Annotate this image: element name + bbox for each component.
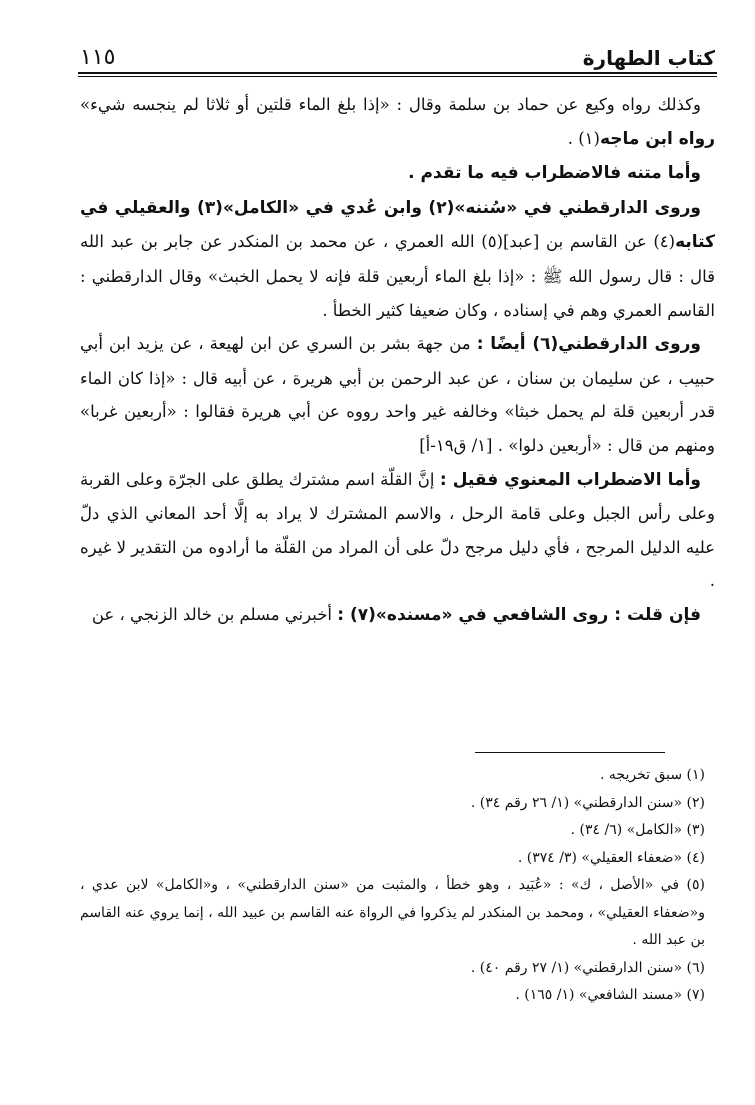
text-run: أخبرني مسلم بن خالد الزنجي ، عن [91, 604, 338, 624]
footnote: (٢) «سنن الدارقطني» (١/ ٢٦ رقم ٣٤) . [470, 794, 705, 811]
footnote-separator [475, 752, 665, 753]
paragraph-3 [80, 191, 715, 327]
bold-run: (٣) والعقيلي في كتابه [80, 197, 715, 253]
paragraph-2 [80, 156, 715, 191]
text-run: وكذلك رواه وكيع عن حماد بن سلمة وقال : «إذا بلغ الماء قلتين أو ثلاثا لم ينجسه شيء» [80, 95, 701, 114]
paragraph-5 [80, 463, 715, 598]
bold-run: رواه ابن ماجه [599, 128, 715, 149]
bold-run: (٦) أيضًا : [476, 334, 559, 355]
header-rule-thin [78, 76, 717, 77]
header-rule [78, 72, 717, 74]
footnote: (٦) «سنن الدارقطني» (١/ ٢٧ رقم ٤٠) . [470, 959, 705, 976]
footnotes [80, 762, 715, 1010]
footnote: (٣) «الكامل» (٦/ ٣٤) . [570, 822, 705, 838]
footnote-ref: (١) . [567, 128, 600, 148]
running-title: كتاب الطهارة [582, 46, 715, 70]
paragraph-4 [80, 327, 715, 462]
bold-run: وأما الاضطراب المعنوي فقيل : [439, 469, 701, 490]
bold-run: وروى الدارقطني [558, 334, 701, 355]
main-text [80, 88, 715, 633]
bold-run: وروى الدارقطني في «سُننه» [454, 197, 701, 218]
bold-run: (٢) وابن عُدي في «الكامل» [222, 197, 455, 218]
footnote: (٧) «مسند الشافعي» (١/ ١٦٥) . [515, 987, 705, 1003]
footnote: (٤) «ضعفاء العقيلي» (٣/ ٣٧٤) . [517, 849, 705, 866]
bold-run: فإن قلت : روى الشافعي في «مسنده» [375, 604, 701, 625]
text-run: من جهة بشر بن السري عن ابن لهيعة ، عن يزيد ابن أبي حبيب ، عن سليمان بن سنان ، عن عبد الرحمن بن أبي هريرة ، عن أبيه قال : «إذا كان الماء قدر أربعين قلة لم يحمل خبثا» وخالفه غير واحد رووه عن أبي هريرة فقالوا : «أربعين غربا» ومنهم من قال : «أربعين دلوا» . [١/ ق١٩-أ] [80, 334, 715, 455]
page-header [80, 30, 715, 70]
text-run: (٤) عن القاسم بن [عبد] [503, 232, 676, 252]
page-number: ١١٥ [80, 45, 116, 70]
paragraph-1 [80, 88, 715, 156]
text-run: إنَّ القلّة اسم مشترك يطلق على الجرّة وعلى القربة وعلى رأس الجبل وعلى قامة الرحل ، والاسم المشترك لا يراد به إلَّا أحد المعاني الذي دلّ عليه الدليل المرجح ، فأي دليل مرجح دلّ على أن المراد من القلّة ما أرادوه من التقدير لا غيره . [80, 469, 715, 591]
bold-run: وأما متنه فالاضطراب فيه ما تقدم . [408, 163, 701, 184]
paragraph-6 [80, 598, 715, 633]
text-run: (٥) الله العمري ، عن محمد بن المنكدر عن جابر بن عبد الله قال : قال رسول الله ﷺ : «إذا بلغ الماء أربعين قلة فإنه لا يحمل الخبث» وقال الدارقطني : القاسم العمري وهم في إسناده ، وكان ضعيفا كثير الخطأ . [80, 232, 715, 320]
footnote: (٥) في «الأصل ، ك» : «عُبَيد ، وهو خطأ ، والمثبت من «سنن الدارقطني» ، و«الكامل» لابن عدي ، و«ضعفاء العقيلي» ، ومحمد بن المنكدر لم يذكروا في الرواة عنه القاسم بن عبيد الله ، إنما يروي عنه القاسم بن عبد الله . [80, 877, 705, 948]
footnote-ref: (٧) : [337, 604, 376, 625]
footnote: (١) سبق تخريجه . [600, 767, 705, 783]
